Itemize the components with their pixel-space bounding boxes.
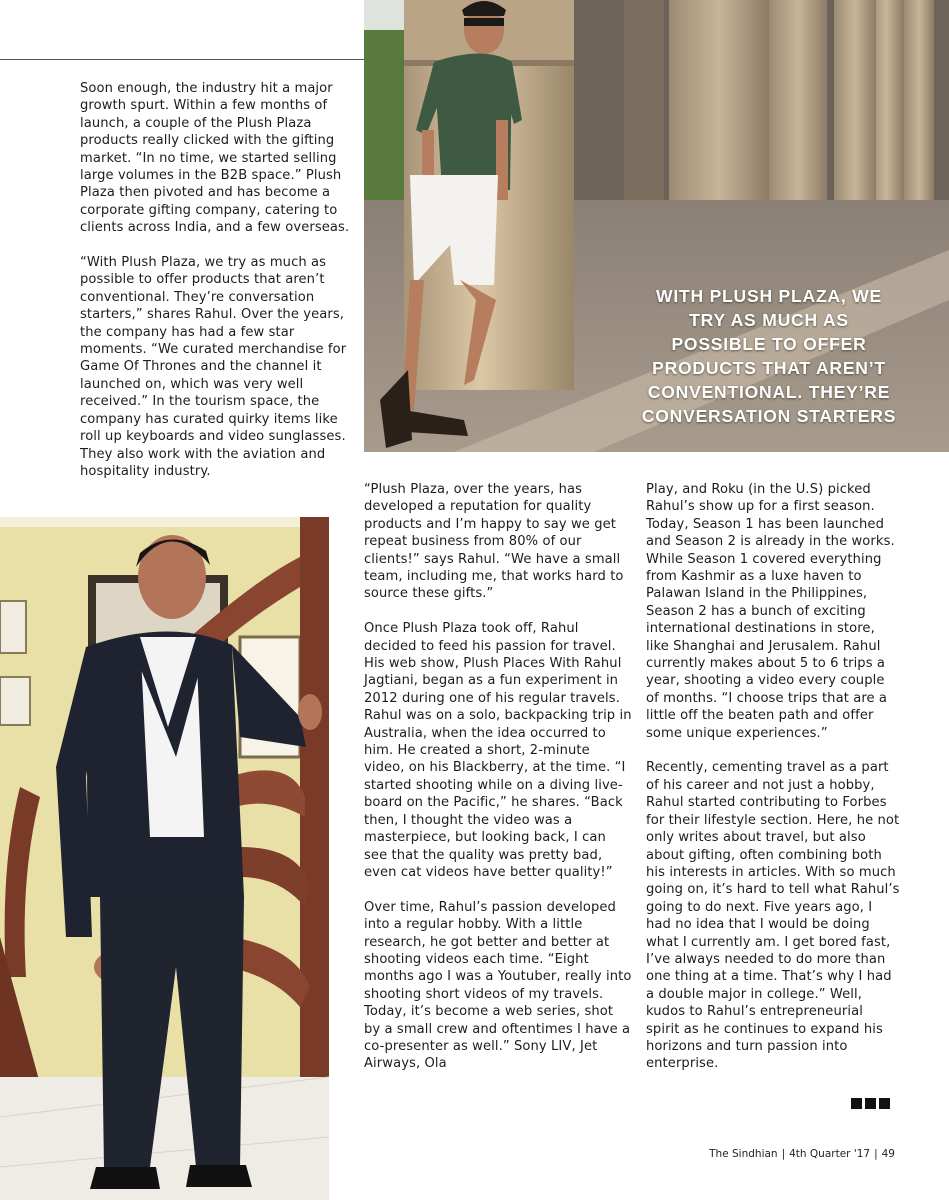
footer-separator: | (781, 1148, 786, 1160)
header-rule (0, 59, 364, 60)
end-of-article-marks (851, 1094, 893, 1113)
article-column-2 (364, 481, 632, 1073)
paragraph: “With Plush Plaza, we try as much as possible to offer products that aren’t conventional. They’re conversation starters,” shares Rahul. Over the years, the company has had a few star moments. “We curated merchandise for Game Of Thrones and the channel it launched on, which was very well received.” In the tourism space, the company has curated quirky items like roll up keyboards and video sunglasses. They also work with the aviation and hospitality industry. (80, 255, 347, 479)
publication-name: The Sindhian (709, 1148, 778, 1160)
pull-quote: WITH PLUSH PLAZA, WE TRY AS MUCH AS POSSIBLE TO OFFER PRODUCTS THAT AREN’T CONVENTIONAL. THEY’RE CONVERSATION STARTERS (641, 286, 897, 426)
paragraph: Recently, cementing travel as a part of his career and not just a hobby, Rahul started contributing to Forbes for their lifestyle section. Here, he not only writes about travel, but also about gifting, often combining both his interests in articles. With so much going on, it’s hard to tell what Rahul’s going to do next. Five years ago, I had no idea that I would be doing what I currently am. I get bored fast, I’ve always needed to do more than one thing at a time. That’s why I had a double major in college.” Well, kudos to Rahul’s entrepreneurial spirit as he continues to expand his horizons and turn passion into enterprise. (646, 760, 900, 1072)
end-square-icon (879, 1098, 890, 1109)
issue-label: 4th Quarter '17 (789, 1148, 871, 1160)
end-square-icon (865, 1098, 876, 1109)
page-number: 49 (881, 1148, 895, 1160)
paragraph: “Plush Plaza, over the years, has developed a reputation for quality products and I’m happy to say we get repeat business from 80% of our clients!” says Rahul. “We have a small team, including me, that works hard to source these gifts.” (364, 482, 624, 602)
paragraph: Once Plush Plaza took off, Rahul decided to feed his passion for travel. His web show, Plush Places With Rahul Jagtiani, began as a fun experiment in 2012 during one of his regular travels. Rahul was on a solo, backpacking trip in Australia, when the idea occurred to him. He created a short, 2-minute video, on his Blackberry, at the time. “I started shooting while on a diving live-board on the Pacific,” he shares. “Back then, I thought the video was a masterpiece, but looking back, I can see that the quality was pretty bad, even cat videos have better quality!” (364, 621, 632, 880)
footer-separator: | (874, 1148, 878, 1160)
paragraph: Play, and Roku (in the U.S) picked Rahul’s show up for a first season. Today, Season 1 has been launched and Season 2 is already in the works. While Season 1 covered everything from Kashmir as a luxe haven to Palawan Island in the Philippines, Season 2 has a bunch of exciting international destinations in store, like Shanghai and Jerusalem. Rahul currently makes about 5 to 6 trips a year, shooting a video every couple of months. “I choose trips that are a little off the beaten path and offer some unique experiences.” (646, 482, 895, 741)
paragraph: Soon enough, the industry hit a major growth spurt. Within a few months of launch, a couple of the Plush Plaza products really clicked with the gifting market. “In no time, we started selling large volumes in the B2B space.” Plush Plaza then pivoted and has become a corporate gifting company, catering to clients across India, and a few overseas. (80, 81, 350, 236)
article-column-1 (80, 80, 350, 480)
article-column-3 (646, 481, 900, 1073)
page-footer (709, 1148, 895, 1160)
paragraph: Over time, Rahul’s passion developed into a regular hobby. With a little research, he got better and better at shooting videos each time. “Eight months ago I was a Youtuber, really into shooting short videos of my travels. Today, it’s become a web series, shot by a small crew and oftentimes I have a co-presenter as well.” Sony LIV, Jet Airways, Ola (364, 899, 632, 1072)
photo-man-by-staircase (0, 517, 329, 1200)
end-square-icon (851, 1098, 862, 1109)
